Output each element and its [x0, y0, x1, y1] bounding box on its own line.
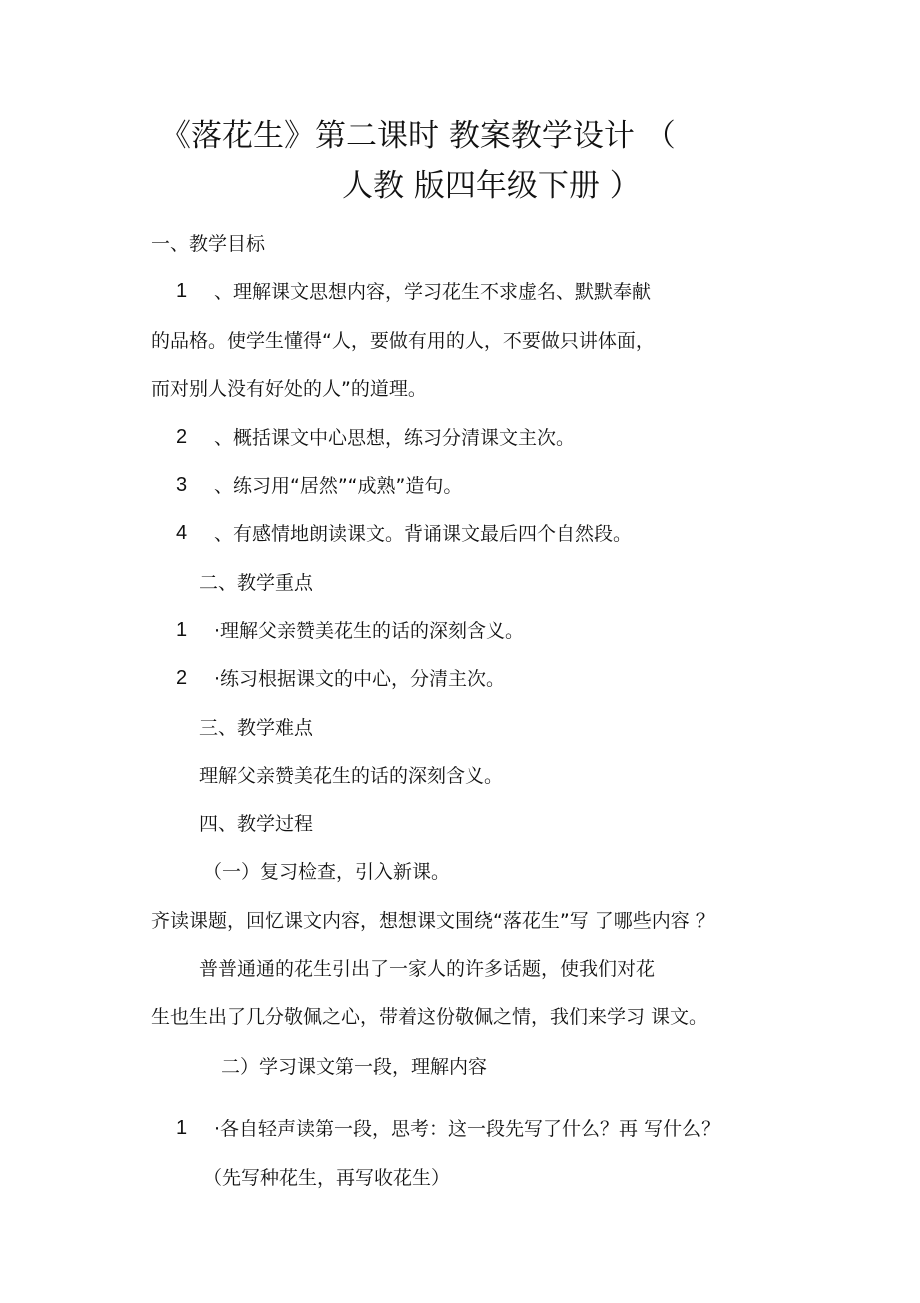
step-1-paragraph: 齐读课题，回忆课文内容，想想课文围绕“落花生”写 了哪些内容 ？: [151, 910, 715, 932]
key-point-2-number: 2: [176, 667, 188, 689]
difficulty-text: 理解父亲赞美花生的话的深刻含义。: [199, 765, 504, 787]
step-1-paragraph-2-cont: 生也生出了几分敬佩之心，带着这份敬佩之情，我们来学习 课文。: [151, 1006, 709, 1028]
key-point-2-text: ·练习根据课文的中心，分清主次。: [214, 668, 506, 690]
doc-title-line1: 《落花生》第二课时 教案教学设计 （: [160, 118, 676, 154]
key-point-1-text: ·理解父亲赞美花生的话的深刻含义。: [214, 620, 525, 642]
step-1-heading: （一）复习检查，引入新课。: [203, 861, 451, 883]
question-1-number: 1: [176, 1117, 188, 1139]
question-1-answer: （先写种花生，再写收花生）: [203, 1167, 451, 1189]
step-2-heading: 二）学习课文第一段，理解内容: [221, 1056, 488, 1078]
doc-title-line2: 人教 版四年级下册 ）: [342, 168, 641, 204]
section-heading-difficulty: 三、教学难点: [199, 717, 314, 739]
goal-3-text: 、练习用“居然”“成熟”造句。: [214, 475, 463, 497]
goal-1-number: 1: [176, 280, 188, 302]
goal-2-number: 2: [176, 426, 188, 448]
step-1-paragraph-2: 普普通通的花生引出了一家人的许多话题，使我们对花: [199, 958, 656, 980]
section-heading-process: 四、教学过程: [199, 813, 314, 835]
goal-3-number: 3: [176, 474, 188, 496]
question-1-text: ·各自轻声读第一段，思考：这一段先写了什么？再 写什么？: [214, 1118, 721, 1140]
goal-2-text: 、概括课文中心思想，练习分清课文主次。: [214, 427, 576, 449]
goal-4-number: 4: [176, 522, 188, 544]
goal-1-text: 、理解课文思想内容，学习花生不求虚名、默默奉献: [214, 281, 652, 303]
goal-4-text: 、有感情地朗读课文。背诵课文最后四个自然段。: [214, 523, 633, 545]
goal-1-text-cont: 的品格。使学生懂得“人，要做有用的人，不要做只讲体面，: [151, 330, 655, 352]
section-heading-goals: 一、教学目标: [151, 233, 266, 255]
goal-1-text-cont: 而对别人没有好处的人”的道理。: [151, 378, 427, 400]
key-point-1-number: 1: [176, 619, 188, 641]
section-heading-key-points: 二、教学重点: [199, 572, 314, 594]
